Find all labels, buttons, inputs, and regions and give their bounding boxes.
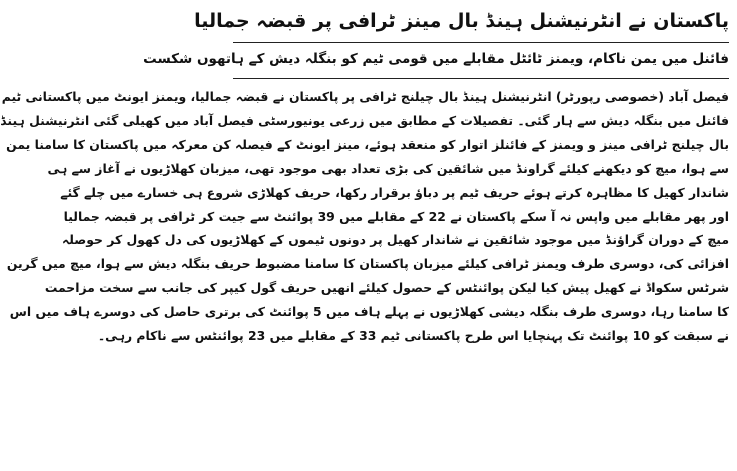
article-line: افزائی کی، دوسری طرف ویمنز ٹرافی کیلئے میزبان پاکستان کا سامنا مضبوط حریف بنگلہ دیش سے ہوا، میچ میں گرین [6, 256, 729, 272]
headline-divider [233, 42, 729, 43]
article-line: اور پھر مقابلے میں واپس نہ آ سکے پاکستان نے 22 کے مقابلے میں 39 پوائنٹ سے جیت کر ٹرافی پر قبضہ جمالیا [63, 208, 729, 224]
article-line: سے ہوا، میچ کو دیکھنے کیلئے گراونڈ میں شائقین کی بڑی تعداد بھی موجود تھی، میزبان کھلاڑیوں نے آغاز سے ہی [47, 160, 729, 176]
article-line: نے سبقت کو 10 پوائنٹ تک پہنچایا اس طرح پاکستانی ٹیم 33 کے مقابلے میں 23 پوائنٹس سے ناکام رہی۔ [97, 328, 729, 344]
article-line: شاندار کھیل کا مظاہرہ کرتے ہوئے حریف ٹیم پر دباؤ برقرار رکھا، حریف کھلاڑی شروع ہی خسارے میں چلے گئے [60, 184, 729, 200]
article-line: بال چیلنج ٹرافی مینز و ویمنز کے فائنلز اتوار کو منعقد ہوئے، مینز ایونٹ کے فیصلہ کن معرکہ میں پاکستان کا سامنا یمن [6, 136, 729, 152]
subheadline: فائنل میں یمن ناکام، ویمنز ٹائٹل مقابلے میں قومی ٹیم کو بنگلہ دیش کے ہاتھوں شکست [143, 51, 729, 67]
article-line: کا سامنا رہا، دوسری طرف بنگلہ دیشی کھلاڑیوں نے پہلے ہاف میں 5 پوائنٹ کی برتری حاصل کی دوسرے ہاف میں اس [9, 304, 729, 320]
article-line: میچ کے دوران گراؤنڈ میں موجود شائقین نے شاندار کھیل پر دونوں ٹیموں کے کھلاڑیوں کی دل کھول کر حوصلہ [61, 232, 729, 248]
article-line: شرٹس سکواڈ نے کھیل پیش کیا لیکن پوائنٹس کے حصول کیلئے انھیں حریف گول کیپر کی جانب سے سخت مزاحمت [44, 280, 729, 296]
article-line: فائنل میں بنگلہ دیش سے ہار گئی۔ تفصیلات کے مطابق میں زرعی یونیورسٹی فیصل آباد میں کھیلی گئی انٹرنیشنل ہینڈ [0, 112, 729, 128]
subheadline-divider [233, 78, 729, 79]
headline: پاکستان نے انٹرنیشنل ہینڈ بال مینز ٹرافی پر قبضہ جمالیا [194, 10, 729, 32]
article-body [0, 85, 729, 348]
article-line: فیصل آباد (خصوصی رپورٹر) انٹرنیشنل ہینڈ بال چیلنج ٹرافی پر پاکستان نے قبضہ جمالیا، ویمنز ایونٹ میں پاکستانی ٹیم [1, 89, 729, 104]
